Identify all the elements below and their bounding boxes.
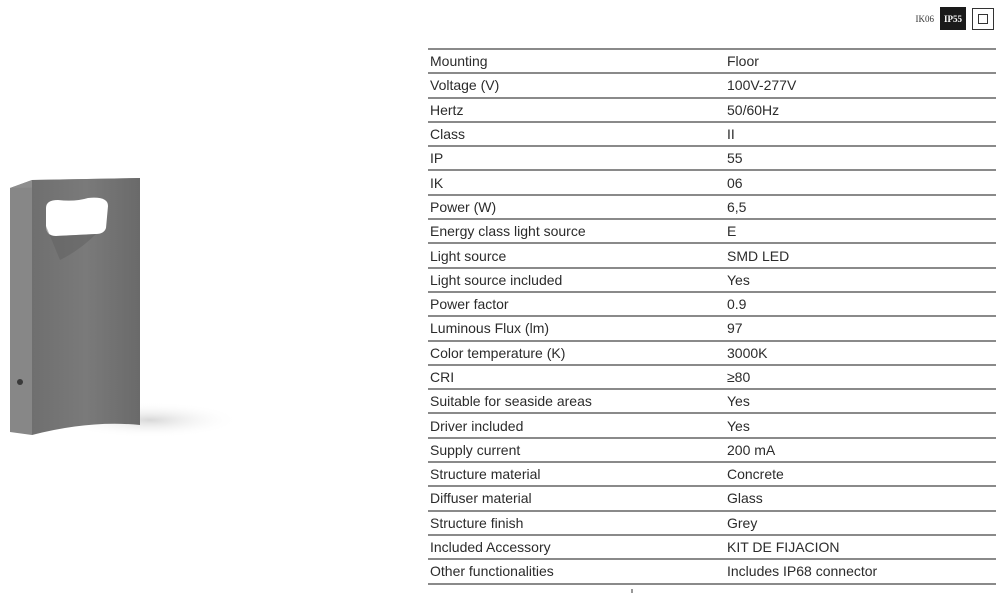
table-row — [428, 122, 996, 146]
spec-value: 3000K — [725, 341, 996, 365]
table-row — [428, 268, 996, 292]
spec-value: 0.9 — [725, 292, 996, 316]
table-row — [428, 559, 996, 583]
class-ii-inner-square — [978, 14, 988, 24]
spec-label: Energy class light source — [428, 219, 725, 243]
spec-label: Power factor — [428, 292, 725, 316]
spec-label: Suitable for seaside areas — [428, 389, 725, 413]
table-row — [428, 365, 996, 389]
spec-value: 100V-277V — [725, 73, 996, 97]
spec-label: Structure material — [428, 462, 725, 486]
spec-label: Luminous Flux (lm) — [428, 316, 725, 340]
spec-value: 6,5 — [725, 195, 996, 219]
table-row — [428, 292, 996, 316]
spec-value: Concrete — [725, 462, 996, 486]
spec-value: 200 mA — [725, 438, 996, 462]
spec-value: 55 — [725, 146, 996, 170]
table-row — [428, 316, 996, 340]
spec-value: 50/60Hz — [725, 98, 996, 122]
spec-value: Glass — [725, 486, 996, 510]
table-row — [428, 535, 996, 559]
spec-label: Supply current — [428, 438, 725, 462]
spec-label: Included Accessory — [428, 535, 725, 559]
ip-rating-badge: IP55 — [940, 7, 966, 30]
table-row — [428, 170, 996, 194]
table-row — [428, 511, 996, 535]
spec-value: Yes — [725, 413, 996, 437]
spec-label: CRI — [428, 365, 725, 389]
specifications-table — [428, 48, 996, 585]
spec-label: IP — [428, 146, 725, 170]
table-row — [428, 389, 996, 413]
spec-value: Includes IP68 connector — [725, 559, 996, 583]
spec-value: Grey — [725, 511, 996, 535]
spec-label: Hertz — [428, 98, 725, 122]
spec-value: 97 — [725, 316, 996, 340]
spec-label: Diffuser material — [428, 486, 725, 510]
table-row — [428, 98, 996, 122]
spec-label: Color temperature (K) — [428, 341, 725, 365]
product-image — [0, 170, 240, 450]
page-marker — [631, 589, 633, 593]
class-ii-icon — [972, 8, 994, 30]
spec-value: Floor — [725, 49, 996, 73]
table-row — [428, 462, 996, 486]
spec-value: Yes — [725, 268, 996, 292]
table-row — [428, 73, 996, 97]
table-row — [428, 341, 996, 365]
table-row — [428, 413, 996, 437]
spec-label: Light source — [428, 243, 725, 267]
spec-value: E — [725, 219, 996, 243]
spec-value: KIT DE FIJACION — [725, 535, 996, 559]
table-row — [428, 195, 996, 219]
spec-label: Other functionalities — [428, 559, 725, 583]
spec-label: Mounting — [428, 49, 725, 73]
spec-label: Structure finish — [428, 511, 725, 535]
table-row — [428, 49, 996, 73]
spec-label: Light source included — [428, 268, 725, 292]
table-row — [428, 219, 996, 243]
spec-value: Yes — [725, 389, 996, 413]
spec-label: IK — [428, 170, 725, 194]
spec-value: ≥80 — [725, 365, 996, 389]
spec-value: II — [725, 122, 996, 146]
table-row — [428, 243, 996, 267]
spec-label: Class — [428, 122, 725, 146]
spec-value: SMD LED — [725, 243, 996, 267]
table-row — [428, 146, 996, 170]
spec-label: Power (W) — [428, 195, 725, 219]
table-row — [428, 486, 996, 510]
spec-label: Voltage (V) — [428, 73, 725, 97]
table-row — [428, 438, 996, 462]
certification-badges — [916, 7, 995, 30]
spec-label: Driver included — [428, 413, 725, 437]
ik-rating-badge: IK06 — [915, 13, 934, 24]
spec-value: 06 — [725, 170, 996, 194]
